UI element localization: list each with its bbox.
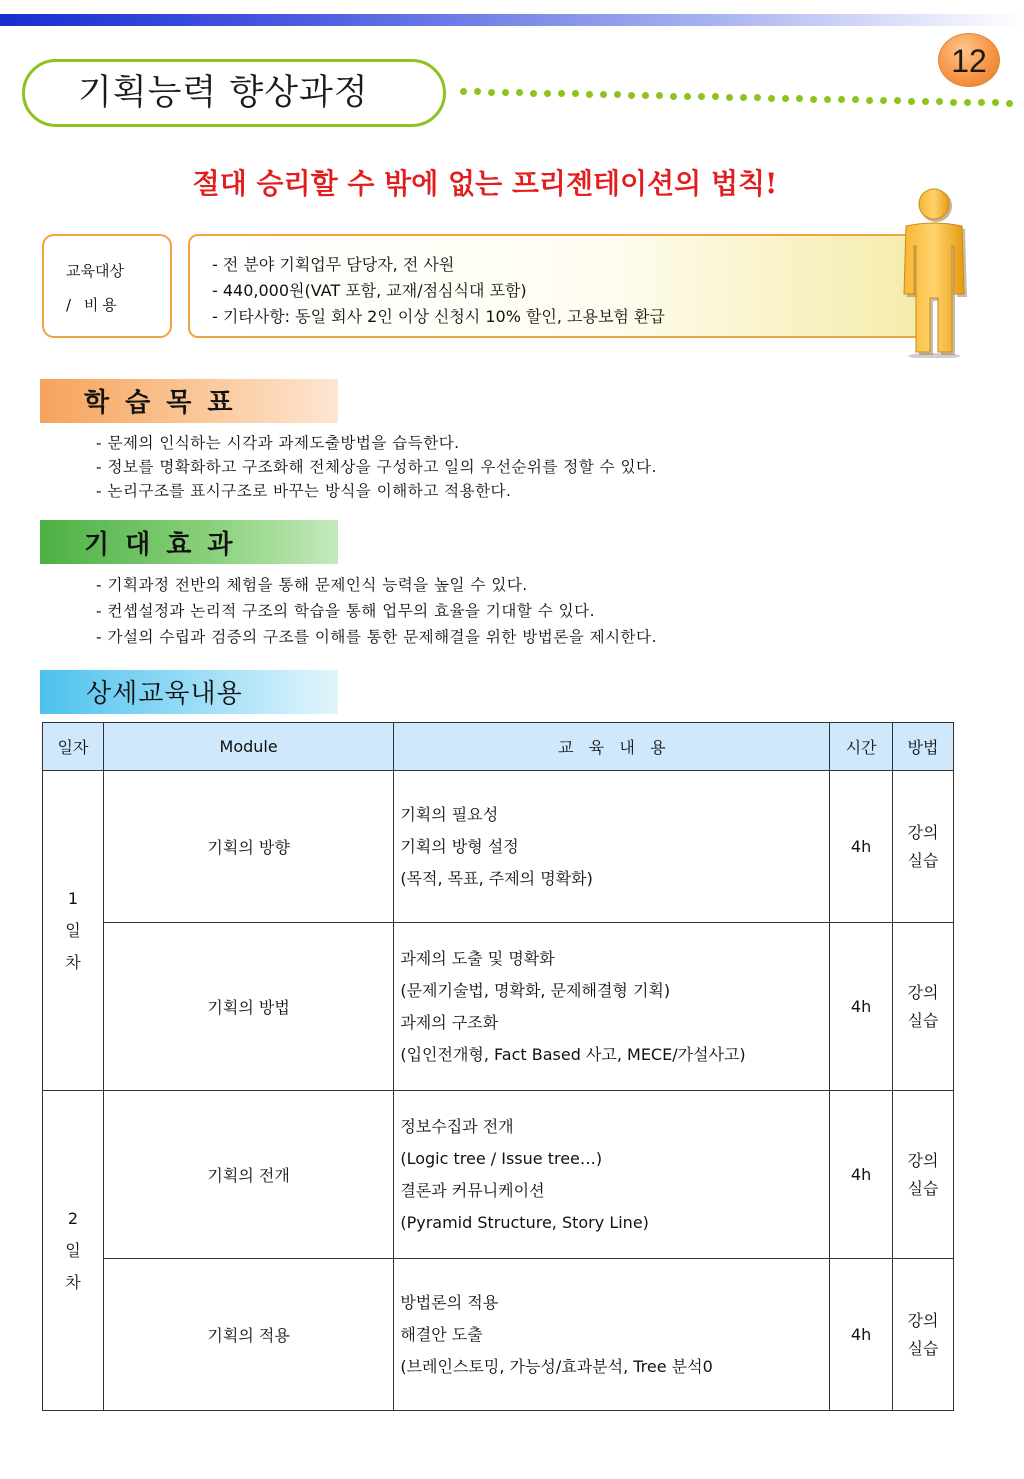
divider-dot: [488, 89, 495, 96]
time-cell: 4h: [830, 1259, 893, 1411]
dotted-divider: [460, 88, 1024, 102]
content-line: 해결안 도출: [400, 1324, 483, 1344]
target-label-box: [42, 234, 172, 338]
target-info-line: - 기타사항: 동일 회사 2인 이상 신청시 10% 할인, 고용보험 환급: [212, 307, 665, 326]
content-line: 정보수집과 전개: [400, 1116, 514, 1136]
divider-dot: [754, 94, 761, 101]
content-line: (Logic tree / Issue tree…): [400, 1148, 603, 1168]
table-row: [43, 1259, 954, 1411]
target-info-line: - 440,000원(VAT 포함, 교재/점심식대 포함): [212, 281, 527, 300]
divider-dot: [880, 97, 887, 104]
method-line: 강의: [907, 1150, 939, 1170]
method-line: 실습: [907, 1010, 939, 1030]
divider-dot: [740, 94, 747, 101]
effect-item: - 가설의 수립과 검증의 구조를 이해를 통한 문제해결을 위한 방법론을 제시한다.: [96, 628, 657, 646]
header-time: 시간: [830, 723, 893, 771]
day-label: 일: [65, 920, 81, 940]
goals-title: 학습목표: [84, 388, 249, 418]
divider-dot: [852, 96, 859, 103]
content-cell: [394, 923, 830, 1091]
content-line: (Pyramid Structure, Story Line): [400, 1212, 649, 1232]
divider-dot: [530, 90, 537, 97]
divider-dot: [558, 90, 565, 97]
content-line: (문제기술법, 명확화, 문제해결형 기획): [400, 980, 671, 1000]
method-line: 실습: [907, 1338, 939, 1358]
divider-dot: [460, 88, 467, 95]
effects-title: 기대효과: [84, 530, 249, 560]
day-label: 2: [67, 1208, 79, 1228]
divider-dot: [782, 95, 789, 102]
divider-dot: [768, 95, 775, 102]
table-row: [43, 1091, 954, 1259]
divider-dot: [964, 99, 971, 106]
day-label: 1: [67, 888, 79, 908]
header-module: Module: [103, 723, 393, 771]
divider-dot: [474, 88, 481, 95]
divider-dot: [908, 98, 915, 105]
page-number-badge: 12: [938, 33, 1000, 87]
module-cell: 기획의 방법: [103, 923, 393, 1091]
table-row: [43, 771, 954, 923]
divider-dot: [950, 99, 957, 106]
divider-dot: [586, 91, 593, 98]
content-line: 기획의 방형 설정: [400, 836, 519, 856]
module-cell: 기획의 적용: [103, 1259, 393, 1411]
effect-item: - 컨셉설정과 논리적 구조의 학습을 통해 업무의 효율을 기대할 수 있다.: [96, 602, 596, 620]
day-cell: [43, 1091, 104, 1411]
module-cell: 기획의 방향: [103, 771, 393, 923]
content-line: (입인전개형, Fact Based 사고, MECE/가설사고): [400, 1044, 746, 1064]
target-info-line: - 전 분야 기획업무 담당자, 전 사원: [212, 255, 455, 274]
divider-dot: [922, 98, 929, 105]
time-cell: 4h: [830, 1091, 893, 1259]
divider-dot: [838, 96, 845, 103]
divider-dot: [656, 92, 663, 99]
table-header-row: [43, 723, 954, 771]
divider-dot: [978, 99, 985, 106]
day-label: 일: [65, 1240, 81, 1260]
divider-dot: [516, 89, 523, 96]
method-line: 강의: [907, 982, 939, 1002]
method-cell: [893, 771, 954, 923]
target-label-line2: / 비용: [66, 296, 121, 314]
divider-dot: [810, 96, 817, 103]
method-line: 강의: [907, 822, 939, 842]
divider-dot: [628, 92, 635, 99]
content-line: 기획의 필요성: [400, 804, 499, 824]
content-cell: [394, 771, 830, 923]
content-line: 결론과 커뮤니케이션: [400, 1180, 545, 1200]
method-line: 실습: [907, 1178, 939, 1198]
divider-dot: [698, 93, 705, 100]
method-cell: [893, 923, 954, 1091]
content-line: 과제의 구조화: [400, 1012, 499, 1032]
page-title: 기획능력 향상과정: [78, 73, 369, 113]
goal-item: - 문제의 인식하는 시각과 과제도출방법을 습득한다.: [96, 434, 460, 452]
curriculum-table: [42, 722, 954, 1411]
method-line: 실습: [907, 850, 939, 870]
method-line: 강의: [907, 1310, 939, 1330]
module-cell: 기획의 전개: [103, 1091, 393, 1259]
day-label: 차: [65, 1272, 81, 1292]
header-method: 방법: [893, 723, 954, 771]
divider-dot: [894, 97, 901, 104]
content-line: (브레인스토밍, 가능성/효과분석, Tree 분석0: [400, 1356, 713, 1376]
content-line: (목적, 목표, 주제의 명확화): [400, 868, 593, 888]
divider-dot: [670, 93, 677, 100]
person-icon: [896, 186, 972, 358]
divider-dot: [684, 93, 691, 100]
target-label-line1: 교육대상: [66, 262, 124, 280]
divider-dot: [824, 96, 831, 103]
divider-dot: [572, 90, 579, 97]
detail-title: 상세교육내용: [86, 679, 243, 709]
time-cell: 4h: [830, 771, 893, 923]
day-cell: [43, 771, 104, 1091]
content-line: 과제의 도출 및 명확화: [400, 948, 555, 968]
header-content: 교 육 내 용: [394, 723, 830, 771]
divider-dot: [796, 95, 803, 102]
day-label: 차: [65, 952, 81, 972]
divider-dot: [614, 91, 621, 98]
headline: 절대 승리할 수 밖에 없는 프리젠테이션의 법칙!: [192, 167, 778, 200]
time-cell: 4h: [830, 923, 893, 1091]
divider-dot: [502, 89, 509, 96]
divider-dot: [544, 90, 551, 97]
goal-item: - 정보를 명확화하고 구조화해 전체상을 구성하고 일의 우선순위를 정할 수 있다.: [96, 458, 657, 476]
content-cell: [394, 1091, 830, 1259]
divider-dot: [712, 93, 719, 100]
divider-dot: [1006, 100, 1013, 107]
table-row: [43, 923, 954, 1091]
header-day: 일자: [43, 723, 104, 771]
method-cell: [893, 1091, 954, 1259]
effect-item: - 기획과정 전반의 체험을 통해 문제인식 능력을 높일 수 있다.: [96, 576, 528, 594]
goal-item: - 논리구조를 표시구조로 바꾸는 방식을 이해하고 적용한다.: [96, 482, 512, 500]
divider-dot: [992, 99, 999, 106]
top-gradient-bar: [0, 14, 1024, 26]
method-cell: [893, 1259, 954, 1411]
content-cell: [394, 1259, 830, 1411]
divider-dot: [866, 97, 873, 104]
divider-dot: [642, 92, 649, 99]
content-line: 방법론의 적용: [400, 1292, 499, 1312]
divider-dot: [726, 94, 733, 101]
divider-dot: [936, 98, 943, 105]
divider-dot: [600, 91, 607, 98]
